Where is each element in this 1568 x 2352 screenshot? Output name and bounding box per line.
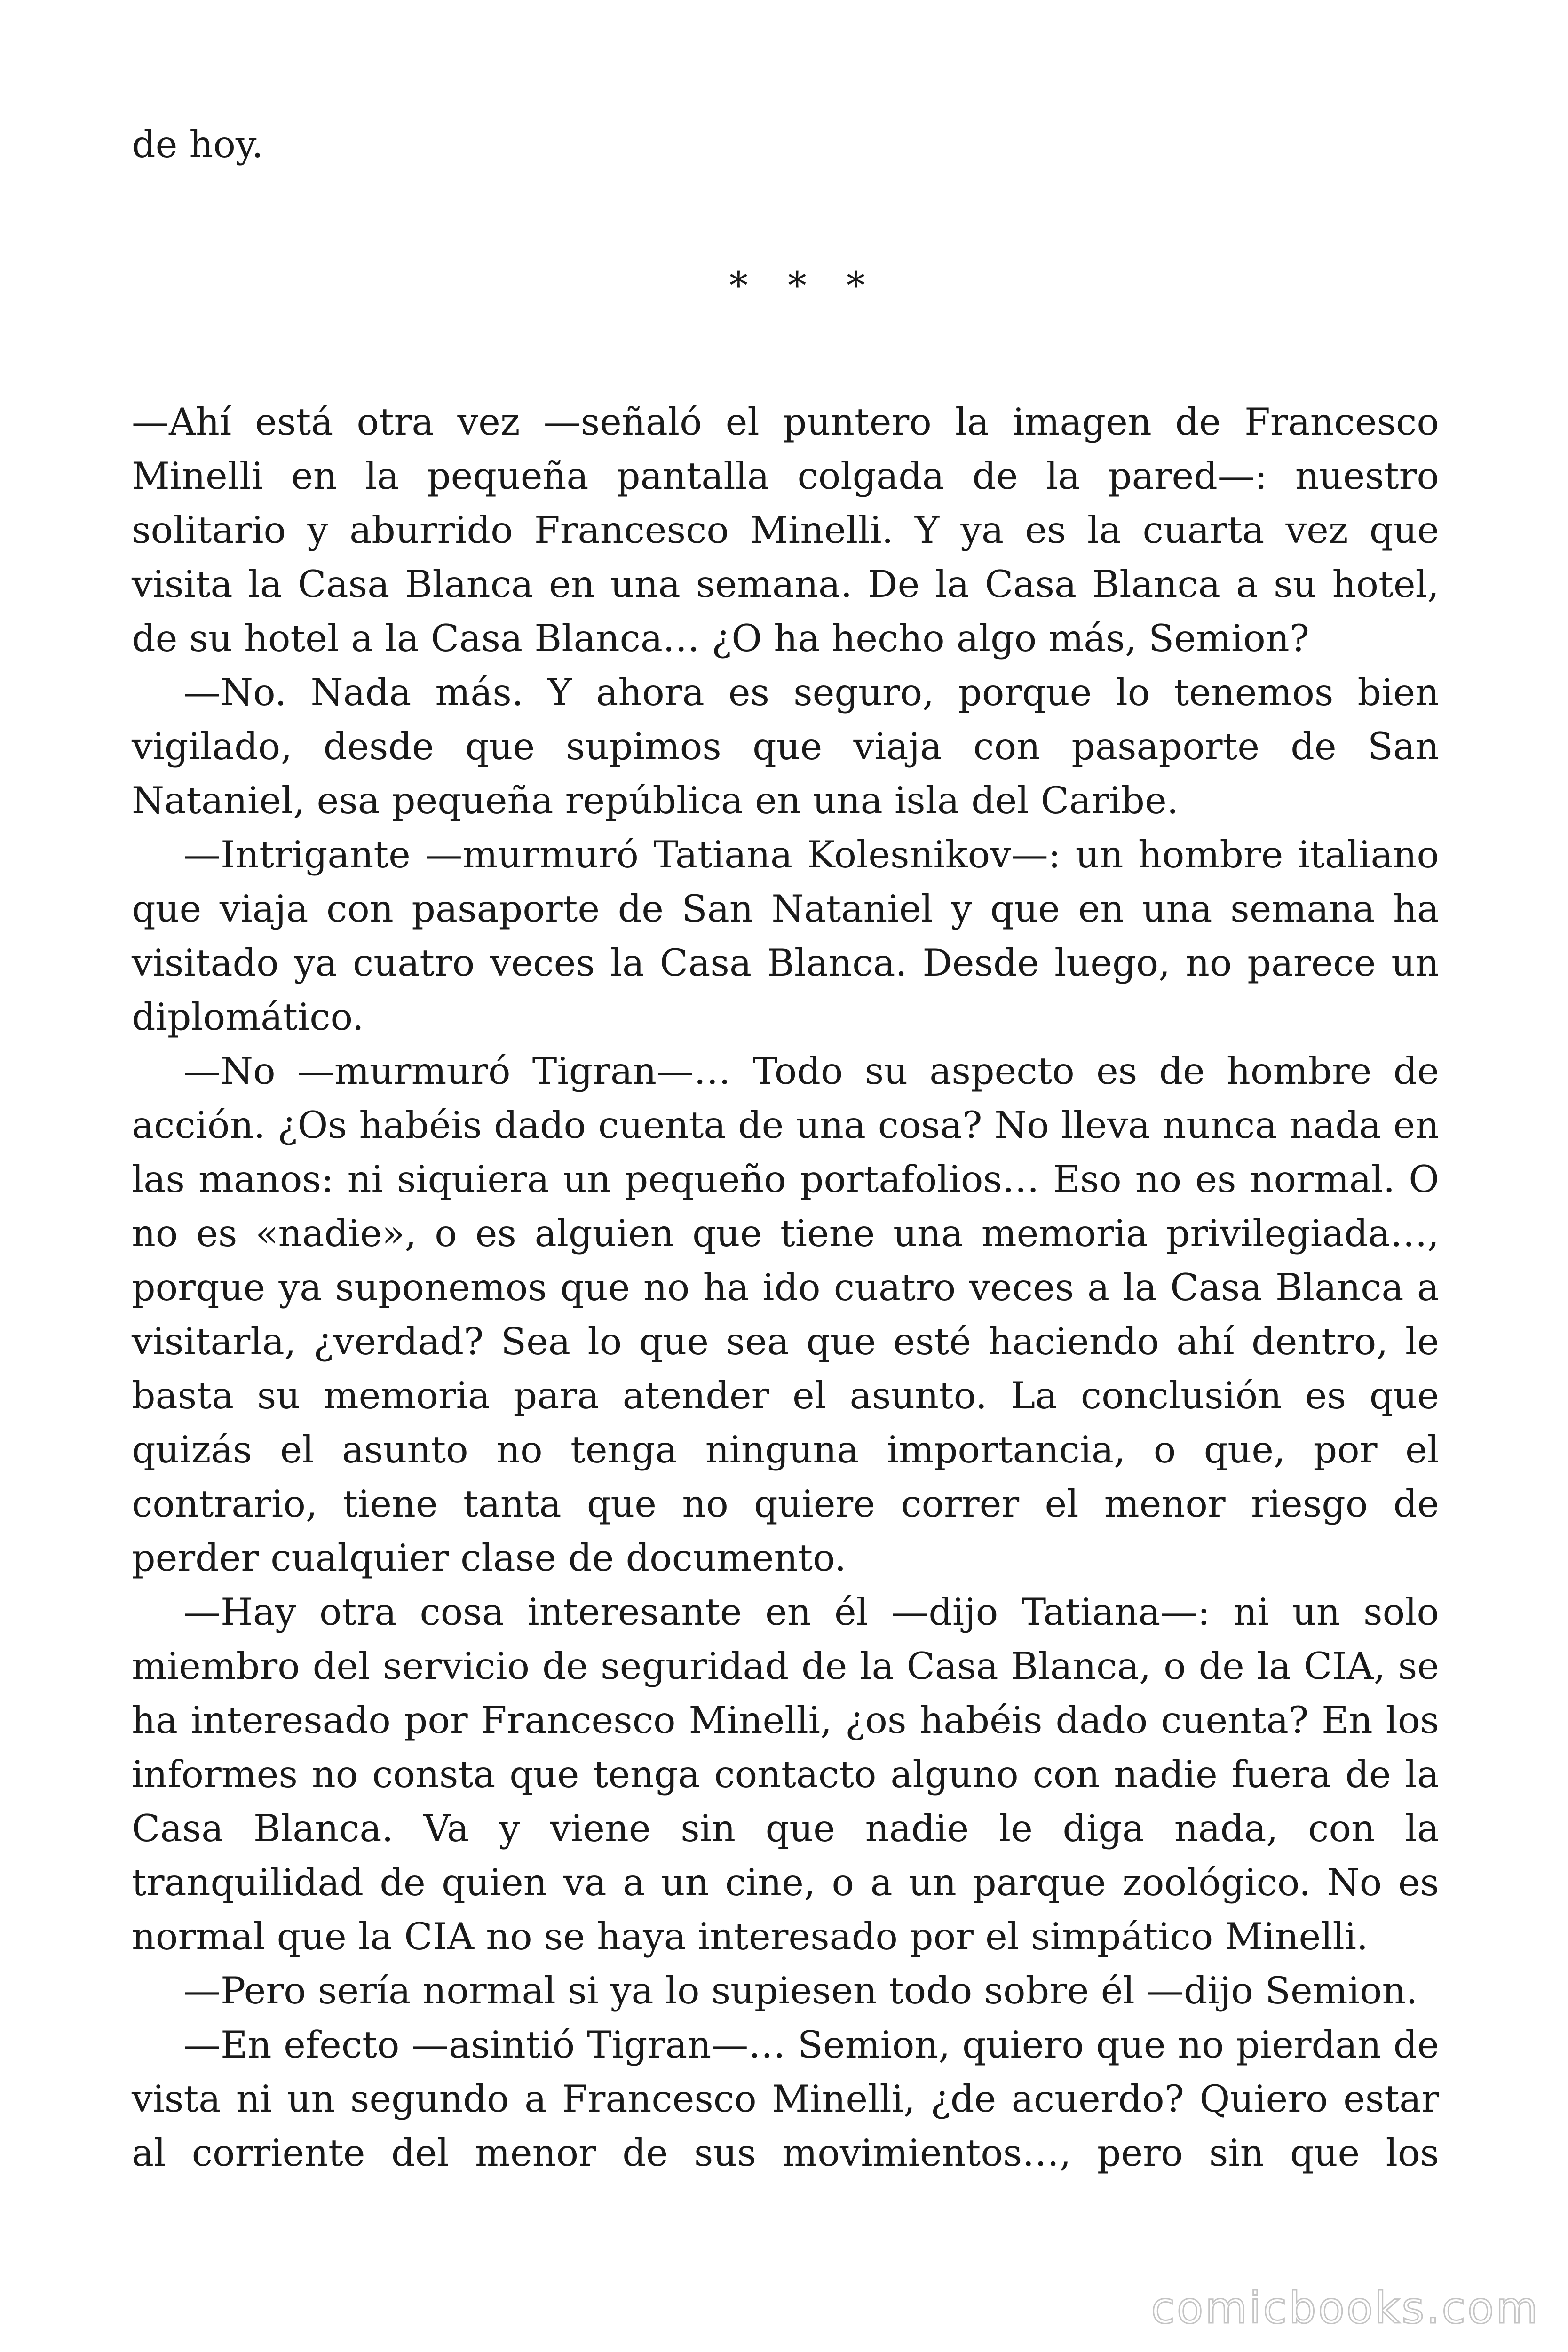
- paragraph: —Pero sería normal si ya lo supiesen todo sobre él —dijo Semion.: [183, 1969, 1418, 2012]
- paragraph: —Hay otra cosa interesante en él —dijo Tatiana—: ni un solo miembro del servicio de seguridad de la Casa Blanca, o de la CIA, se ha interesado por Francesco Minelli, ¿os habéis dado cuenta? En los informes no consta que tenga contacto alguno con nadie fuera de la Casa Blanca. Va y viene sin que nadie le diga nada, con la tranquilidad de quien va a un cine, o a un parque zoológico. No es normal que la CIA no se haya interesado por el simpático Minelli.: [132, 1590, 1439, 1958]
- paragraph: —No. Nada más. Y ahora es seguro, porque lo tenemos bien vigilado, desde que supimos que viaja con pasaporte de San Nataniel, esa pequeña república en una isla del Caribe.: [132, 671, 1439, 822]
- paragraph: —No —murmuró Tigran—… Todo su aspecto es de hombre de acción. ¿Os habéis dado cuenta de una cosa? No lleva nunca nada en las manos: ni siquiera un pequeño portafolios… Eso no es normal. O no es «nadie», o es alguien que tiene una memoria privilegiada…, porque ya suponemos que no ha ido cuatro veces a la Casa Blanca a visitarla, ¿verdad? Sea lo que sea que esté haciendo ahí dentro, le basta su memoria para atender el asunto. La conclusión es que quizás el asunto no tenga ninguna importancia, o que, por el contrario, tiene tanta que no quiere correr el menor riesgo de perder cualquier clase de documento.: [132, 1049, 1439, 1580]
- paragraph: —En efecto —asintió Tigran—… Semion, quiero que no pierdan de vista ni un segundo a Francesco Minelli, ¿de acuerdo? Quiero estar al corriente del menor de sus movimientos…, pero sin que los: [132, 2023, 1439, 2175]
- opening-line: de hoy.: [132, 123, 264, 166]
- paragraph: —Intrigante —murmuró Tatiana Kolesnikov—: un hombre italiano que viaja con pasaporte de San Nataniel y que en una semana ha visitado ya cuatro veces la Casa Blanca. Desde luego, no parece un diplomático.: [132, 833, 1439, 1039]
- section-separator: * * *: [729, 264, 879, 307]
- watermark: comicbooks.com: [1151, 2283, 1540, 2333]
- paragraph: —Ahí está otra vez —señaló el puntero la imagen de Francesco Minelli en la pequeña pantalla colgada de la pared—: nuestro solitario y aburrido Francesco Minelli. Y ya es la cuarta vez que visita la Casa Blanca en una semana. De la Casa Blanca a su hotel, de su hotel a la Casa Blanca… ¿O ha hecho algo más, Semion?: [132, 400, 1439, 660]
- book-page: [132, 118, 1439, 2180]
